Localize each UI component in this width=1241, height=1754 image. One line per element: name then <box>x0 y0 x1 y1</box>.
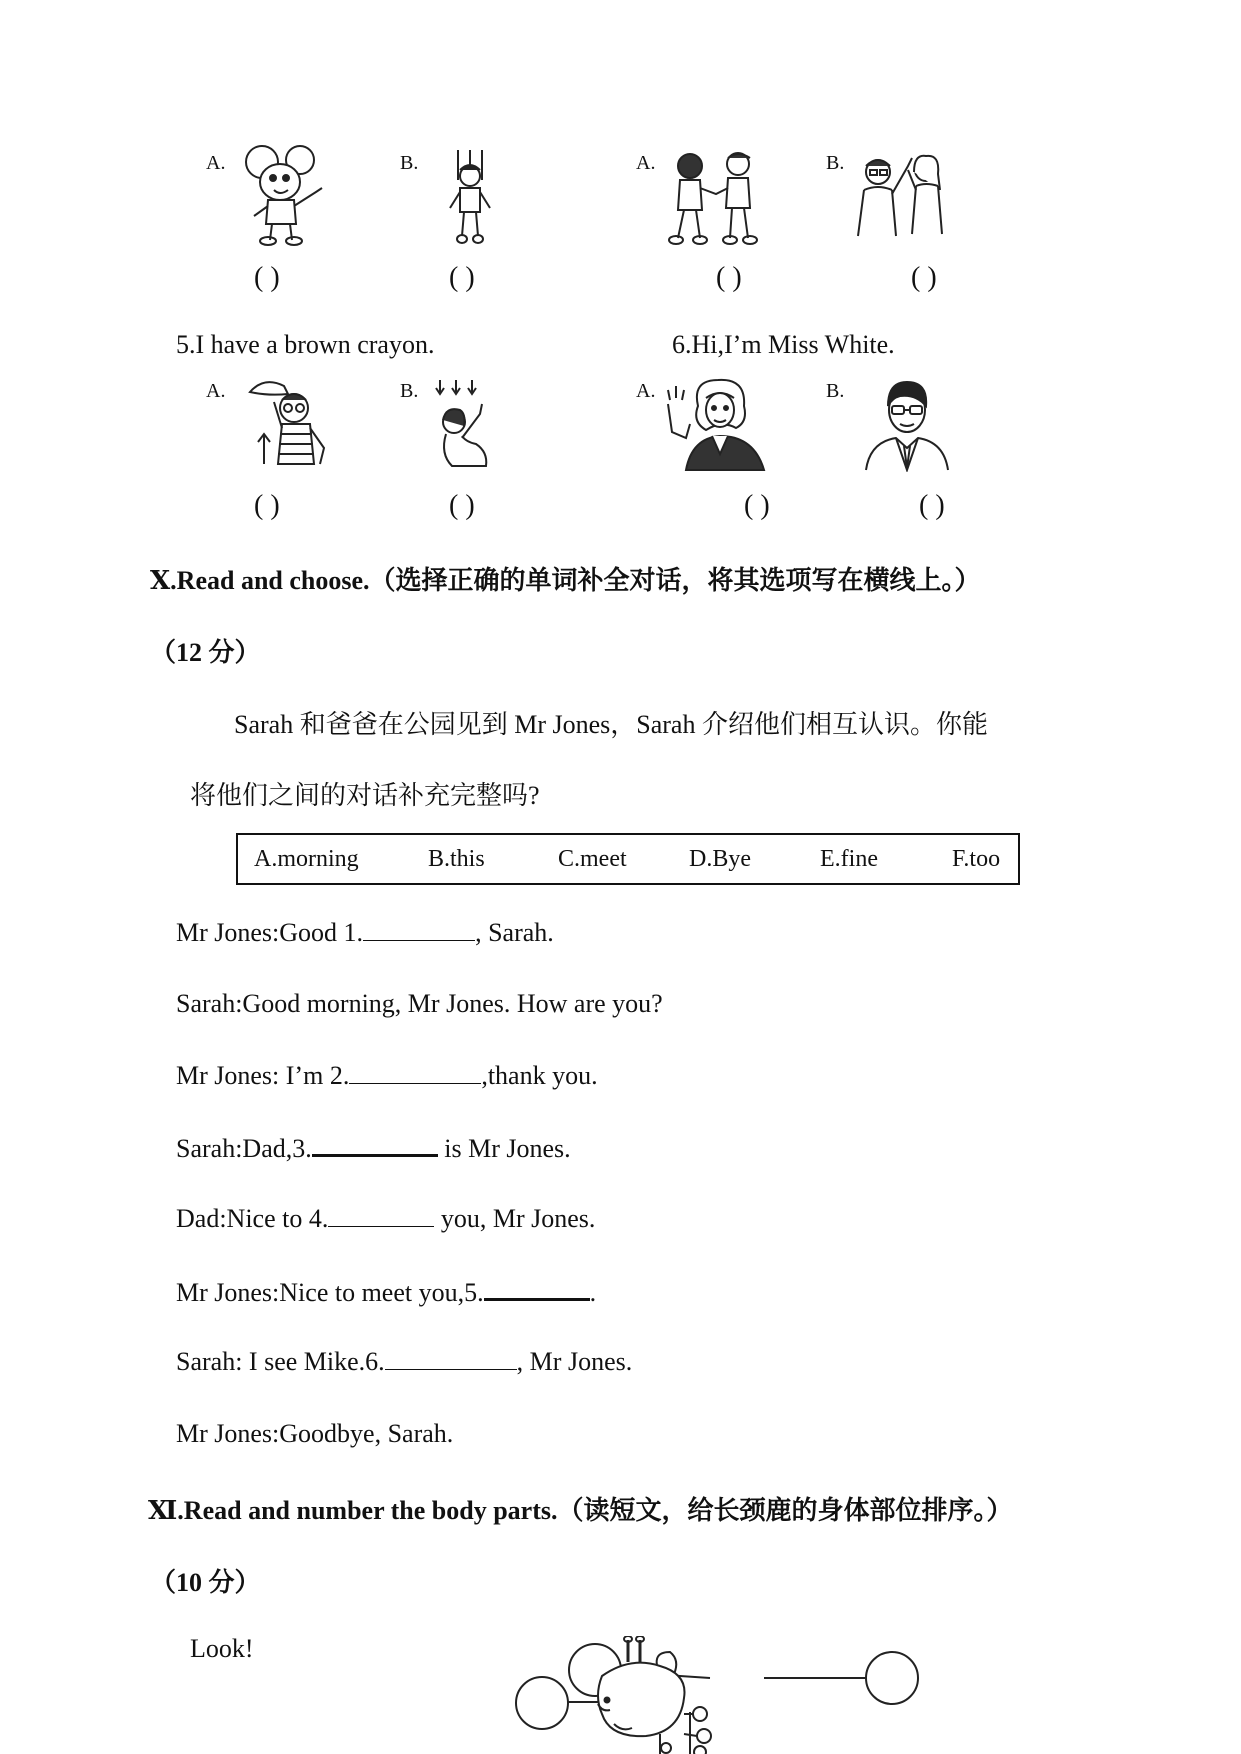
answer-blank-2[interactable] <box>349 1061 481 1084</box>
answer-bracket[interactable]: ( ) <box>449 490 475 521</box>
number-circle[interactable] <box>866 1652 918 1704</box>
dialogue-line: Sarah: I see Mike.6. , Mr Jones. <box>176 1347 633 1376</box>
word-option: A.morning <box>254 846 359 872</box>
section-10-title: Ⅹ.Read and choose.（选择正确的单词补全对话，将其选项写在横线上。） <box>150 566 981 595</box>
section-10-intro: Sarah 和爸爸在公园见到 Mr Jones，Sarah 介绍他们相互认识。你能 <box>234 710 988 739</box>
number-circle[interactable] <box>516 1677 568 1729</box>
boy-lifting-cap-illustration <box>248 378 334 474</box>
option-label: B. <box>826 380 845 402</box>
option-label: A. <box>206 380 226 402</box>
answer-bracket[interactable]: ( ) <box>254 490 280 521</box>
dialogue-line: Mr Jones:Goodbye, Sarah. <box>176 1419 454 1448</box>
option-label: B. <box>826 152 845 174</box>
answer-bracket[interactable]: ( ) <box>716 262 742 293</box>
option-label: A. <box>206 152 226 174</box>
question-6: 6.Hi,I’m Miss White. <box>672 330 895 359</box>
answer-bracket[interactable]: ( ) <box>911 262 937 293</box>
dialogue-line: Dad:Nice to 4. you, Mr Jones. <box>176 1204 596 1233</box>
option-label: A. <box>636 152 656 174</box>
look-text: Look! <box>190 1634 254 1663</box>
section-11-title: Ⅺ.Read and number the body parts.（读短文，给长颈鹿的身体部位排序。） <box>148 1496 1013 1525</box>
dialogue-line: Sarah:Good morning, Mr Jones. How are you? <box>176 989 663 1018</box>
boy-and-girl-greeting-illustration <box>848 150 954 240</box>
word-option: D.Bye <box>689 846 751 872</box>
answer-bracket[interactable]: ( ) <box>254 262 280 293</box>
answer-blank-6[interactable] <box>385 1347 517 1370</box>
answer-blank-5[interactable] <box>484 1276 590 1301</box>
puppet-illustration <box>440 150 500 246</box>
section-11-score: （10 分） <box>150 1568 261 1597</box>
question-5: 5.I have a brown crayon. <box>176 330 435 359</box>
word-bank <box>236 833 1020 885</box>
word-option: C.meet <box>558 846 627 872</box>
answer-bracket[interactable]: ( ) <box>449 262 475 293</box>
section-10-intro: 将他们之间的对话补充完整吗? <box>190 781 540 810</box>
answer-blank-4[interactable] <box>328 1204 434 1227</box>
option-label: A. <box>636 380 656 402</box>
answer-blank-3[interactable] <box>312 1132 438 1157</box>
word-option: E.fine <box>820 846 878 872</box>
two-boys-shaking-hands-illustration <box>664 150 770 246</box>
section-10-score: （12 分） <box>150 638 261 667</box>
answer-bracket[interactable]: ( ) <box>919 490 945 521</box>
dialogue-line: Mr Jones:Nice to meet you,5. . <box>176 1278 597 1307</box>
answer-blank-1[interactable] <box>363 918 475 941</box>
dialogue-line: Mr Jones:Good 1. , Sarah. <box>176 918 554 947</box>
answer-bracket[interactable]: ( ) <box>744 490 770 521</box>
man-with-glasses-illustration <box>860 376 954 472</box>
woman-waving-illustration <box>662 376 770 472</box>
mouse-illustration <box>240 140 336 246</box>
giraffe-diagram <box>510 1636 926 1754</box>
word-option: F.too <box>952 846 1001 872</box>
dialogue-line: Mr Jones: I’m 2. ,thank you. <box>176 1061 598 1090</box>
option-label: B. <box>400 152 419 174</box>
dialogue-line: Sarah:Dad,3. is Mr Jones. <box>176 1134 571 1163</box>
girl-sitting-down-illustration <box>432 378 500 474</box>
word-option: B.this <box>428 846 485 872</box>
option-label: B. <box>400 380 419 402</box>
